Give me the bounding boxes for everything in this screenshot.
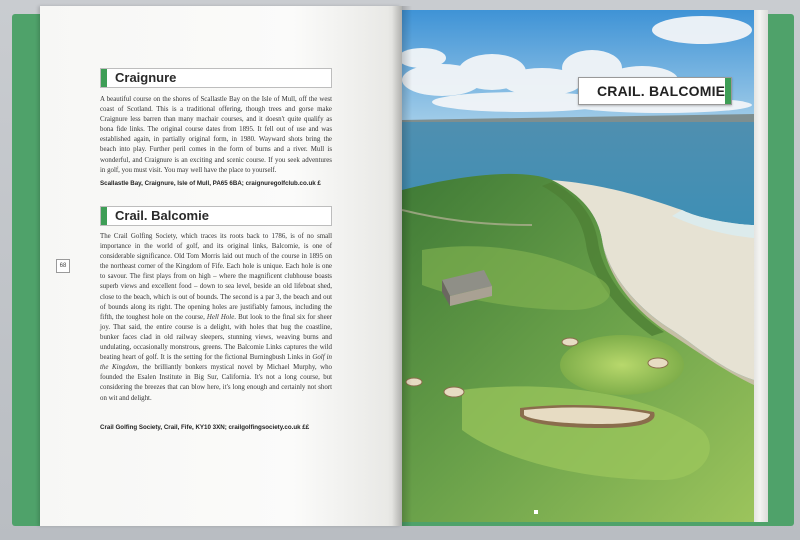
photo-title-box [578, 77, 732, 105]
section-body-craignure: A beautiful course on the shores of Scallastle Bay on the Isle of Mull, off the west coast of Scotland. This is a traditional offering, though trees and gorse make Craignure less barren than many machair courses, and it doesn't quite qualify as bona fide links. The original course dates from 1895. It fell out of use and was established again, in partially original form, in 1980. Wayward shots bring the beach into play. Further peril comes in the form of burns and a river. Mull is wonderful, and Craignure is an exciting and scenic course. If you seek adventures in golf, you must visit. You may well have the place to yourself. [100, 96, 332, 174]
section-title: Crail. Balcomie [115, 208, 209, 223]
section-title: Craignure [115, 70, 177, 85]
section-body-crail [100, 232, 332, 404]
body-text: The Crail Golfing Society, which traces its roots back to 1786, is of no small importance in the world of golf, and its original links, Balcomie, is one of considerable significance. Old Tom Morris laid out much of the course in 1895 on the northeast corner of the Kingdom of Fife. Each hole is unique. Each hole is one to savour. The first plays from on high – where the magnificent clubhouse boasts superb views and excellent food – down to sea level, beside an old lifeboat shed, close to the beach, which is out of bounds. The second is a par 3, the beach and out of bounds along its right. The opening holes are justifiably famous, including the fifth, the toughest hole on the course, [100, 233, 332, 321]
body-text: , the brilliantly bonkers mystical novel by Michael Murphy, who founded the Esalen Institute in Big Sur, California. It's not a long course, but considering the breezes that can blow here, it's long enough and certainly not short on wit and delight. [100, 364, 332, 402]
photo-marker [534, 510, 538, 514]
body-text: . But look to the final six for sheer joy. That said, the entire course is a delight, with holes that hug the coastline, bunker faces clad in old railway sleepers, stunning views, weaving burns and undulating, occasionally monstrous, greens. The Balcomie Links captures the wild beating heart of golf. It is the setting for the fictional Burningbush Links in [100, 313, 333, 362]
heading-accent-bar [101, 69, 107, 87]
contact-line-crail: Crail Golfing Society, Crail, Fife, KY10 3XN; crailgolfingsociety.co.uk ££ [100, 424, 310, 431]
heading-accent-bar [101, 207, 107, 225]
italic-text: Hell Hole [206, 313, 235, 321]
page-number: 68 [56, 259, 70, 273]
italic-text: Golf in the Kingdom [100, 354, 332, 372]
title-accent-bar [725, 78, 731, 104]
photo-title: CRAIL. BALCOMIE [597, 83, 726, 99]
contact-line-craignure: Scallastle Bay, Craignure, Isle of Mull, PA65 6BA; craignuregolfclub.co.uk £ [100, 180, 321, 187]
page-edge [754, 10, 768, 522]
section-heading-crail [100, 206, 332, 226]
section-heading-craignure [100, 68, 332, 88]
